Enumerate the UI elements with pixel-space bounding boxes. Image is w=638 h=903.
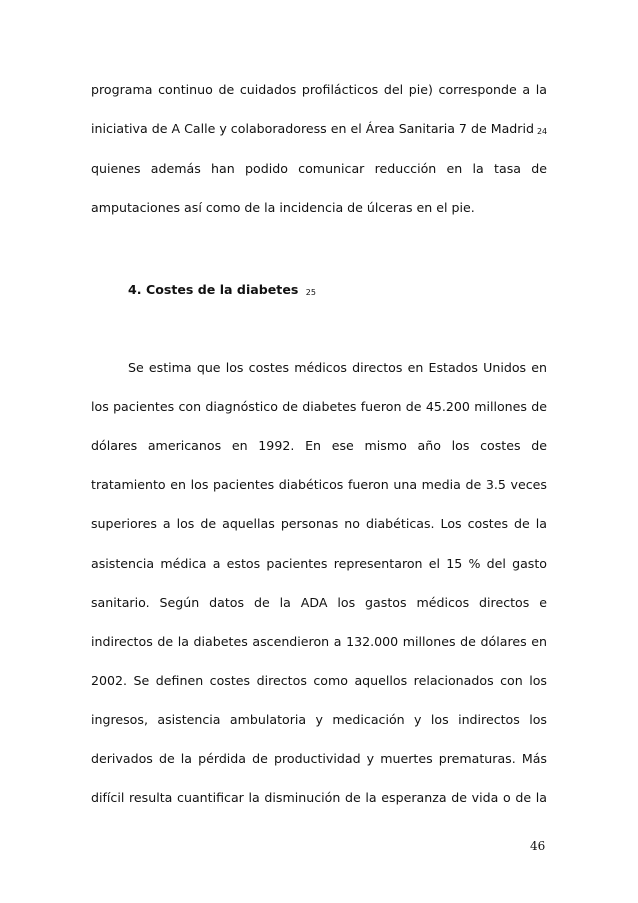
paragraph-line: iniciativa de A Calle y colaboradoress en el Área Sanitaria 7 de Madrid 24	[91, 121, 548, 136]
paragraph-line: tratamiento en los pacientes diabéticos fueron una media de 3.5 veces	[91, 477, 547, 492]
paragraph-line: 2002. Se definen costes directos como aquellos relacionados con los	[91, 673, 547, 688]
section-title: Costes de la diabetes	[145, 282, 299, 297]
paragraph-line: quienes además han podido comunicar reducción en la tasa de	[91, 161, 547, 176]
paragraph-line: programa continuo de cuidados profilácticos del pie) corresponde a la	[91, 82, 547, 97]
paragraph-line: difícil resulta cuantificar la disminución de la esperanza de vida o de la	[91, 790, 547, 805]
paragraph-line: sanitario. Según datos de la ADA los gastos médicos directos e	[91, 595, 547, 610]
footnote-reference: 24	[536, 127, 548, 136]
paragraph-line: dólares americanos en 1992. En ese mismo año los costes de	[91, 438, 547, 453]
paragraph-line: asistencia médica a estos pacientes representaron el 15 % del gasto	[91, 556, 547, 571]
page-number: 46	[530, 839, 546, 853]
section-number: 4.	[128, 282, 142, 297]
footnote-reference: 25	[305, 288, 316, 297]
paragraph-line: ingresos, asistencia ambulatoria y medicación y los indirectos los	[91, 712, 547, 727]
paragraph-line: los pacientes con diagnóstico de diabetes fueron de 45.200 millones de	[91, 399, 547, 414]
paragraph-line: amputaciones así como de la incidencia de úlceras en el pie.	[91, 200, 475, 215]
paragraph-line: indirectos de la diabetes ascendieron a 132.000 millones de dólares en	[91, 634, 547, 649]
section-heading	[128, 282, 316, 300]
paragraph-line: superiores a los de aquellas personas no diabéticas. Los costes de la	[91, 516, 547, 531]
paragraph-line: Se estima que los costes médicos directos en Estados Unidos en	[128, 360, 547, 375]
paragraph-line: derivados de la pérdida de productividad y muertes prematuras. Más	[91, 751, 547, 766]
